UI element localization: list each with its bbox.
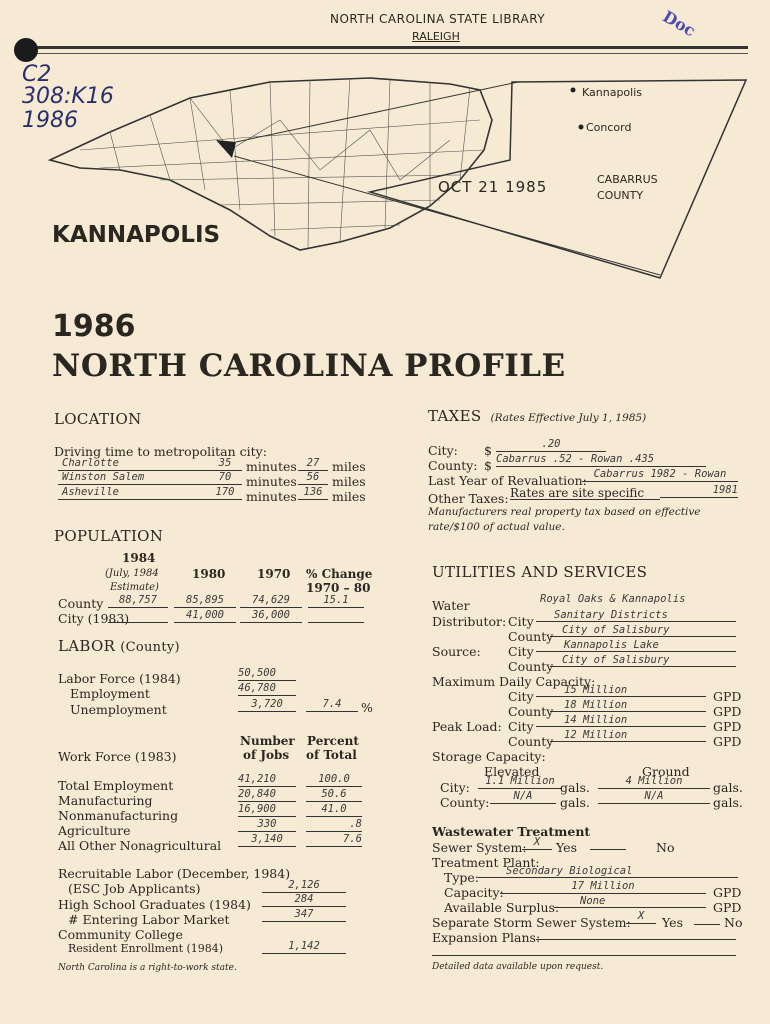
gpd-1: GPD [713, 689, 742, 704]
max-county-label: County [508, 704, 554, 719]
utilities-heading: UTILITIES AND SERVICES [432, 563, 648, 581]
profile-year: 1986 [52, 309, 136, 344]
county-inset [370, 80, 746, 278]
pop-col-change: % Change [306, 567, 373, 581]
elevated-city: 1.1 Million [478, 775, 562, 789]
pop-col-1984-sub2: Estimate) [110, 582, 159, 593]
entering-value: 347 [262, 908, 346, 922]
pop-col-change-range: 1970 – 80 [306, 581, 371, 595]
plant-type-label: Type: [444, 870, 480, 885]
plant-capacity-label: Capacity: [444, 885, 504, 900]
water-label: Water [432, 598, 470, 613]
max-capacity-label: Maximum Daily Capacity: [432, 674, 596, 689]
pop-row-city-label: City (1983) [58, 611, 130, 626]
peak-load-city: 14 Million [536, 714, 706, 727]
revaluation-value: Cabarrus 1982 - Rowan [582, 468, 738, 482]
dist-city-label: City [508, 614, 534, 629]
tax-county-dollar: $ [484, 458, 492, 473]
source-city: Kannapolis Lake [536, 639, 736, 652]
peak-county-label: County [508, 734, 554, 749]
gals-2: gals. [713, 780, 743, 795]
source-county: City of Salisbury [550, 654, 736, 667]
peak-load-county: 12 Million [550, 729, 706, 742]
minutes-label-1: minutes [246, 459, 297, 474]
labor-heading-text: LABOR [58, 637, 116, 655]
enrollment-label: Resident Enrollment (1984) [68, 942, 224, 955]
call-number-line-1: C2 [22, 62, 52, 87]
elevated-county: N/A [490, 790, 556, 804]
surplus-value: None [554, 895, 706, 908]
gals-1: gals. [560, 780, 590, 795]
pop-col-1984: 1984 [122, 551, 156, 565]
surplus-label: Available Surplus: [444, 900, 560, 915]
taxes-effective-note: (Rates Effective July 1, 1985) [490, 412, 647, 424]
source-city-label: City [508, 644, 534, 659]
employment-value: 46,780 [238, 682, 296, 696]
job-label-3: Agriculture [58, 823, 131, 838]
pop-col-1980: 1980 [192, 567, 226, 581]
job-percent-0: 100.0 [306, 773, 362, 787]
detailed-data-note: Detailed data available upon request. [432, 962, 604, 972]
pop-city-1980: 41,000 [174, 609, 236, 623]
max-capacity-county: 18 Million [550, 699, 706, 712]
unemployment-value: 3,720 [238, 698, 296, 712]
other-taxes-label: Other Taxes: [428, 491, 509, 506]
job-number-4: 3,140 [238, 833, 296, 847]
job-percent-1: 50.6 [306, 788, 362, 802]
distributor-label: Distributor: [432, 614, 507, 629]
tax-city-dollar: $ [484, 443, 492, 458]
location-minutes-1: 35 [208, 457, 242, 471]
esc-value: 2,126 [262, 879, 346, 893]
job-number-2: 16,900 [238, 803, 296, 817]
doc-stamp: Doc [659, 6, 699, 41]
gals-4: gals. [713, 795, 743, 810]
taxes-heading [428, 406, 646, 425]
job-label-1: Manufacturing [58, 793, 153, 808]
tax-city-rate: .20 [496, 438, 606, 452]
location-city-1: Charlotte [62, 457, 119, 469]
tax-county-label: County: [428, 458, 478, 473]
distributor-city: Sanitary Districts [536, 609, 736, 622]
library-city: RALEIGH [412, 30, 460, 43]
max-capacity-city: 15 Million [536, 684, 706, 697]
distributor-county: City of Salisbury [550, 624, 736, 637]
pop-col-1970: 1970 [257, 567, 291, 581]
plant-type: Secondary Biological [478, 865, 738, 878]
location-minutes-2: 70 [208, 471, 242, 485]
enrollment-value: 1,142 [262, 940, 346, 954]
treatment-plant-label: Treatment Plant: [432, 855, 540, 870]
dist-county-label: County [508, 629, 554, 644]
location-city-2-line [58, 484, 208, 485]
ground-label: Ground [642, 764, 690, 779]
library-name: NORTH CAROLINA STATE LIBRARY [330, 12, 546, 26]
location-city-2: Winston Salem [62, 471, 145, 483]
pop-county-change: 15.1 [308, 594, 364, 608]
labor-force-value: 50,500 [238, 667, 296, 681]
location-city-3-line [58, 499, 208, 500]
storm-no-blank [694, 911, 720, 925]
source-county-label: County [508, 659, 554, 674]
esc-label: (ESC Job Applicants) [68, 881, 201, 896]
job-number-1: 20,840 [238, 788, 296, 802]
location-intro: Driving time to metropolitan city: [54, 444, 267, 459]
col-percent-sub: of Total [306, 748, 357, 762]
map-city-concord: Concord [586, 121, 632, 134]
hs-grad-value: 284 [262, 893, 346, 907]
pop-county-1984: 88,757 [108, 594, 168, 608]
header-rule-thin [20, 53, 748, 54]
miles-label-3: miles [332, 489, 366, 504]
pop-county-1970: 74,629 [240, 594, 302, 608]
pop-col-1984-sub1: (July, 1984 [105, 568, 159, 579]
miles-label-2: miles [332, 474, 366, 489]
minutes-label-2: minutes [246, 474, 297, 489]
entering-label: # Entering Labor Market [68, 912, 230, 927]
storage-city-label: City: [440, 780, 470, 795]
col-number-sub: of Jobs [243, 748, 290, 762]
punch-hole [14, 38, 38, 62]
pop-row-county-label: County [58, 596, 104, 611]
tax-county-rate: Cabarrus .52 - Rowan .435 [496, 453, 706, 467]
right-to-work-note: North Carolina is a right-to-work state. [58, 963, 237, 973]
location-heading: LOCATION [54, 410, 142, 428]
pop-city-change [308, 609, 364, 623]
storm-no-label: No [724, 915, 743, 930]
taxes-heading-text: TAXES [428, 407, 482, 425]
revaluation-value-2: 1981 [660, 484, 738, 498]
header-rule [20, 46, 748, 49]
received-date-stamp: OCT 21 1985 [438, 178, 548, 196]
water-header-note: Royal Oaks & Kannapolis [540, 593, 686, 605]
wastewater-heading: Wastewater Treatment [432, 824, 591, 839]
labor-heading [58, 637, 180, 655]
gpd-5: GPD [713, 885, 742, 900]
employment-label: Employment [70, 686, 150, 701]
recruit-label: Recruitable Labor (December, 1984) [58, 866, 291, 881]
source-label: Source: [432, 644, 481, 659]
gpd-2: GPD [713, 704, 742, 719]
col-percent-label: Percent [307, 734, 359, 748]
location-city-3: Asheville [62, 486, 119, 498]
tax-footnote-1: Manufacturers real property tax based on effective [428, 506, 701, 518]
labor-heading-sub: (County) [120, 640, 180, 655]
location-miles-1: 27 [298, 457, 328, 471]
storm-yes-label: Yes [662, 915, 683, 930]
gpd-6: GPD [713, 900, 742, 915]
sewer-system-label: Sewer System: [432, 840, 527, 855]
unemployment-label: Unemployment [70, 702, 167, 717]
sewer-yes-mark: X [522, 836, 552, 850]
map-county-label: CABARRUS COUNTY [597, 173, 658, 202]
population-heading: POPULATION [54, 527, 164, 545]
location-miles-2: 56 [298, 471, 328, 485]
job-percent-2: 41.0 [306, 803, 362, 817]
col-number-label: Number [240, 734, 295, 748]
job-number-3: 330 [238, 818, 296, 832]
storm-yes-mark: X [626, 910, 656, 924]
storage-county-label: County: [440, 795, 490, 810]
labor-force-label: Labor Force (1984) [58, 671, 181, 686]
job-percent-4: 7.6 [306, 833, 362, 847]
sewer-no-label: No [656, 840, 675, 855]
job-label-4: All Other Nonagricultural [58, 838, 222, 853]
unemployment-rate: 7.4 [306, 698, 358, 712]
location-minutes-3: 170 [208, 486, 242, 500]
miles-label-1: miles [332, 459, 366, 474]
job-label-0: Total Employment [58, 778, 174, 793]
job-number-0: 41,210 [238, 773, 296, 787]
job-percent-3: .8 [306, 818, 362, 832]
peak-city-label: City [508, 719, 534, 734]
gpd-4: GPD [713, 734, 742, 749]
plant-capacity: 17 Million [500, 880, 706, 894]
call-number-line-2: 308:K16 [22, 84, 114, 109]
elevated-label: Elevated [484, 764, 540, 779]
storm-sewer-label: Separate Storm Sewer System: [432, 915, 631, 930]
cabarrus-highlight [216, 140, 236, 158]
pop-county-1980: 85,895 [174, 594, 236, 608]
expansion-label: Expansion Plans: [432, 930, 541, 945]
ground-city: 4 Million [598, 775, 710, 789]
tax-city-label: City: [428, 443, 458, 458]
gals-3: gals. [560, 795, 590, 810]
pop-city-1984 [108, 609, 168, 623]
ground-county: N/A [598, 790, 710, 804]
revaluation-label: Last Year of Revaluation: [428, 473, 587, 488]
minutes-label-3: minutes [246, 489, 297, 504]
call-number-line-3: 1986 [22, 108, 78, 133]
profile-heading: NORTH CAROLINA PROFILE [52, 348, 566, 384]
other-taxes-value: Rates are site specific [510, 486, 660, 500]
tax-footnote-2: rate/$100 of actual value. [428, 521, 565, 533]
storage-label: Storage Capacity: [432, 749, 546, 764]
peak-load-label: Peak Load: [432, 719, 502, 734]
expansion-blank [536, 926, 736, 940]
location-miles-3: 136 [298, 486, 328, 500]
city-title: KANNAPOLIS [52, 222, 221, 248]
pop-city-1970: 36,000 [240, 609, 302, 623]
sewer-no-blank [590, 836, 626, 850]
percent-sign: % [361, 700, 373, 715]
workforce-label: Work Force (1983) [58, 749, 177, 764]
sewer-yes-label: Yes [556, 840, 577, 855]
gpd-3: GPD [713, 719, 742, 734]
hs-grad-label: High School Graduates (1984) [58, 897, 251, 912]
job-label-2: Nonmanufacturing [58, 808, 179, 823]
expansion-blank-2 [432, 942, 736, 956]
cc-label: Community College [58, 927, 183, 942]
map-city-kannapolis: Kannapolis [582, 86, 643, 99]
max-city-label: City [508, 689, 534, 704]
